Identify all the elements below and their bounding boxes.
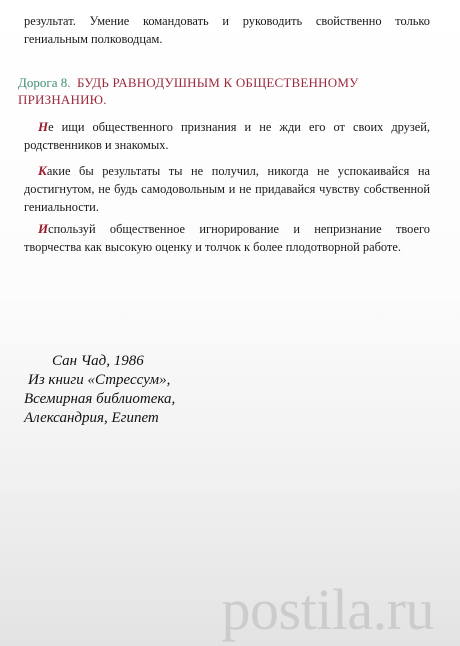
citation-author: Сан Чад, 1986: [52, 353, 144, 369]
watermark-logo: postila.ru: [221, 577, 434, 642]
drop-capital: Н: [38, 119, 49, 134]
intro-paragraph: результат. Умение командовать и руководить свойственно только гениальным полководцам.: [24, 14, 430, 46]
list-item: [24, 162, 430, 216]
list-item-text: спользуй общественное игнорирование и непризнание твоего творчества как высокую оценку и толчок к более плодотворной работе.: [24, 222, 430, 254]
list-item: [24, 220, 430, 256]
drop-capital: И: [38, 221, 49, 236]
section-heading: [18, 74, 432, 108]
heading-title: БУДЬ РАВНОДУШНЫМ К ОБЩЕСТВЕННОМУ ПРИЗНАНИЮ.: [18, 75, 359, 107]
list-item-text: акие бы результаты ты не получил, никогда не успокаивайся на достигнутом, не будь самодовольным и не придавайся чувству собственной гениальности.: [24, 164, 430, 214]
list-item-text: е ищи общественного признания и не жди его от своих друзей, родственников и знакомых.: [24, 120, 430, 152]
citation-book: Из книги «Стрессум»,: [28, 372, 171, 388]
drop-capital: К: [38, 163, 47, 178]
heading-label: Дорога 8.: [18, 75, 71, 90]
source-citation: [24, 352, 175, 428]
list-item: [24, 118, 430, 154]
citation-library: Всемирная библиотека,: [24, 391, 176, 407]
citation-place: Александрия, Египет: [24, 410, 159, 426]
